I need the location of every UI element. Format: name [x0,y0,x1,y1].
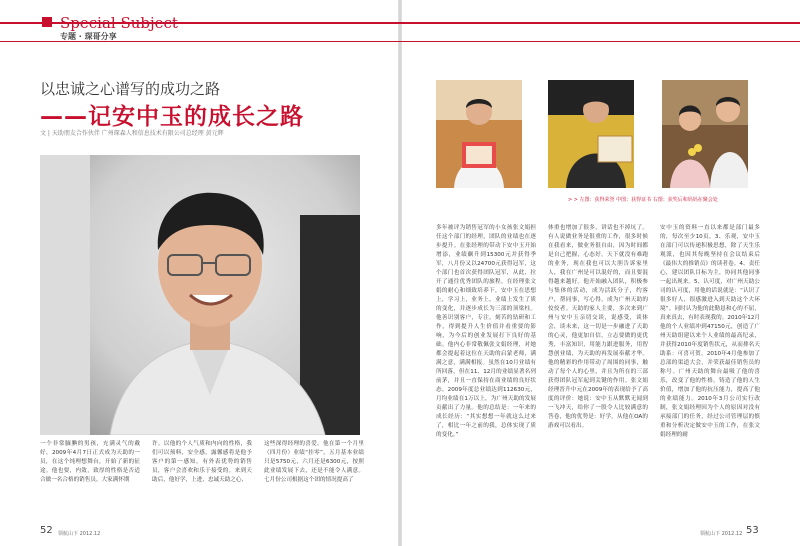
main-portrait-photo [40,155,360,435]
article-byline: 文 | 天助朋友合作伙伴 广州琛森人和信息技术有限公司总经理 黄元辉 [40,130,224,137]
magazine-name-right: 领航山下 2012.12 [700,531,743,537]
header-rule-bottom [0,41,800,42]
page-number-left: 52 [40,525,53,536]
photo-celebration [662,80,748,188]
body-column-6: 安中玉的资料一直以来都是部门最多的，每次至少10页，3、乐观，安中玉在部门可以传递积极思想，除了天生乐观派，也因其每晚坚持在会议结束后《最伟大的推销员》的读者卷。4、责任心，建以团队目标为主，协同其他同事一起出现来。5、认可度，对广州天助公司的认可度，用他的话说就是：“认识了很多好人，很感激进入到天助这个大环境”。同时认为他的此勤恳和心的不屈，真来真去，有时表现我的。2010年12月他的个人业绩冲到47150元，创造了广州天助组建以来个人业绩的最高纪录，并获得2010年度销售状元，从而排名天助系：可喜可贺。2010年4月他参加了总部的渠道大会，并荣获最佳销售员的称号。广州天助的舞台最吸了他的喜乐，改变了他的性格，铸造了他的人生价值，增加了他的抗压能力，提高了他的业绩能力。2010年3月公司实行改制，张文娟经理因为个人的原因对没有承接部门的任务，经过公司管理层的慎重和分析决定做安中玉的工作，在张文娟经理的耐 [660,225,760,438]
photo-award-honor [436,80,522,188]
body-column-4: 多年被评为销售冠军的小女孩张文娟担任这个部门的经理，团队的业绩也在逐步提升。在张经理的带动下安中玉开始增添，业绩飙升到15300元并获得季军，八月份又以24700元获得冠军，这个部门也首次获得团队冠军，从此，拉开了通往优秀团队的旅程。在经理张文娟的耐心和细致培养下，安中玉在思想上，学习上，业务上，业绩上发生了质的变化，并逐步成长为三部的顶梁柱。他善识别客户，专注，刻苦的钻研和工作，得到提升人生价值并看重要的影响，为今后的创业发展打下良好的基础。他内心非常敬佩张文娟经理，对她都会提起着这位在天助的启蒙老师，满满之意，满满相报。虽然在10月业绩有所回落，但在11、12月的业绩显著名列前茅，并且一直保持在商业绩的良好状态。2009年度总业绩达到112630元，月均业绩在1万以上，为广州天助的发展贡献出了力量。他的总结是：一年来的成长经历：“其实想想一年就这么过来了，相比一年之前的我，总体实现了质的变化。” [436,225,536,438]
magazine-name-left: 领航山下 2012.12 [58,531,101,537]
section-marker-icon [42,17,52,27]
body-column-2: 许。以他的个人气质和内向的性格，我们可以预料，安全感，露馨感将是他予客户的第一感知。有外表优势的销售员，客户会喜欢和乐于接受的。来到天助后，他好学，上进，忠诚天助之心， [152,441,252,483]
photo-certificate [548,80,634,188]
portrait-illustration [40,155,360,435]
body-column-3: 这些深得经理的喜爱。他在第一个月里（四月份）业绩“挂零”，五月基本业绩只是5750元，六月还是6300元，按照此业绩发展下去，还是不能令人满意。七月份公司根据这个团的情况提高了 [264,441,364,483]
section-title-cn: 专题 · 琛哥分享 [60,32,117,41]
body-column-1: 一个非常腼腆的男孩，充满灵气的戴好，2009年4月7日正式成为天助的一员，在这个纯理想舞台，开始了新的征途。他也要，内敛，致厚的性格是否适合做一名合格的销售员，大家满怀期 [40,441,140,483]
body-column-5: 体重也增加了很多，讲话也不掉坑了。有人说做业务是很重的工作，很多时候在我看来，做业务很自由，因为时间都是自己把握，心态好，天下就没有难跑的业务，现在我也可以大胆告诉家里人，我在广州是可以混好的，而且要混得越来越好。他开始融入团队，积极参与集体的活动，成为活跃分子，约客户，帮同事，写心得，成为广州天助的佼佼者。天助的家人主要，多次来到广州与安中玉亲切交谈，说感受，谈体会，谈未来，这一切是一步融进了天助的心灵，他更加自信，立志要做的更优秀，丰富知识，用能力跟进服务，用智慧创业绩，为天助的再发展奉献才华。他的精彩的作用带动了周围的同事，触动了每个人的心里，并且为所在的三部获得团队冠军起到关键的作用。张文娟经理晋升中元在2009年的表现给予了高度的评价：她说：安中玉从默默无闻到一飞冲天，给你了一股令人比较满意的答卷，他的优势是：好学，从他在OA的游戏可以看出。 [548,225,648,429]
page-number-right: 53 [746,525,759,536]
photo-caption: > > 左图：获得荣誉 中图：获得证书 右图：获奖后和妈妈在聚会处 [568,197,718,203]
article-headline: ——记安中玉的成长之路 [40,104,304,130]
section-title-en: Special Subject [60,14,178,32]
spread-gutter [398,0,402,546]
article-kicker: 以忠诚之心谱写的成功之路 [40,80,221,98]
